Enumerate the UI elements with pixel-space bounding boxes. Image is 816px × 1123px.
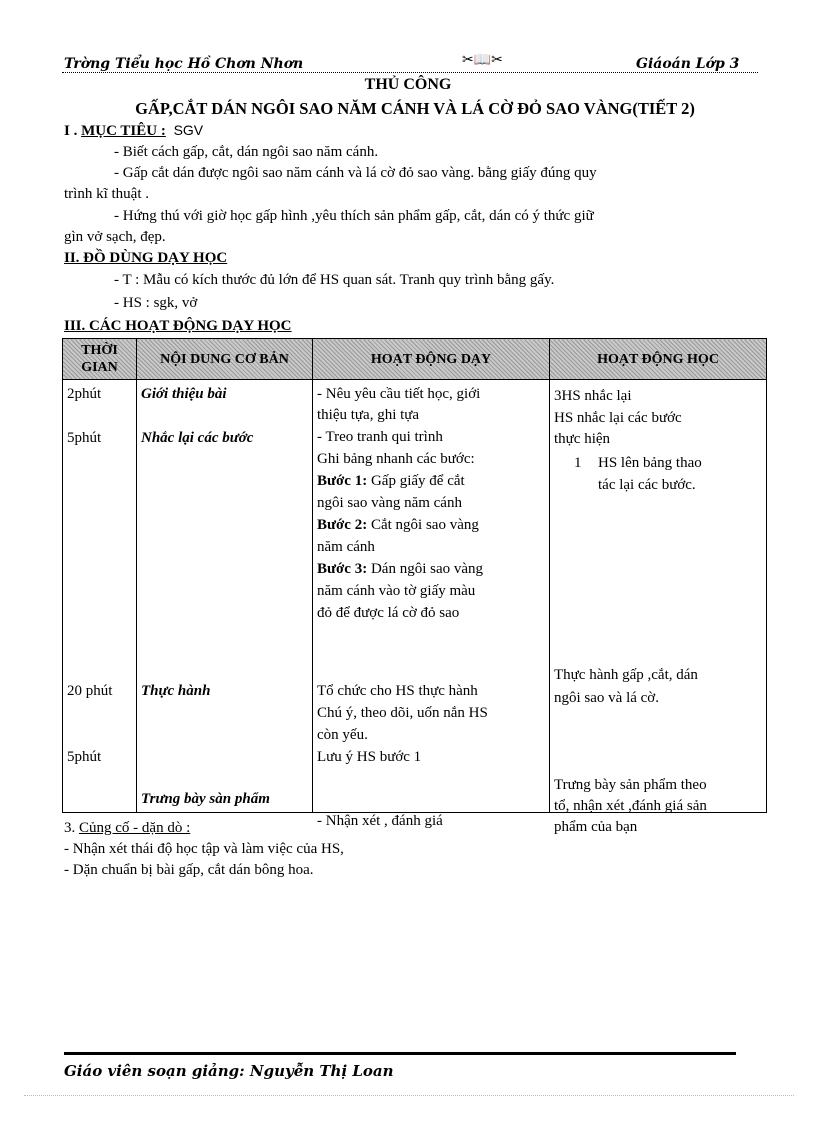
teach-line: Ghi bảng nhanh các bước: bbox=[317, 451, 475, 467]
section2-heading: II. ĐỒ DÙNG DẠY HỌC bbox=[64, 250, 228, 266]
step-3: Bước 3: Dán ngôi sao vàng bbox=[317, 561, 484, 577]
header-rule bbox=[62, 72, 758, 73]
learn-line: Trưng bày sản phẩm theo bbox=[554, 777, 707, 793]
page-bottom-rule bbox=[24, 1095, 794, 1096]
time-value: 5phút bbox=[67, 749, 102, 765]
summary-line: - Dặn chuẩn bị bài gấp, cắt dán bông hoa. bbox=[64, 862, 314, 878]
col-header-teaching: HOẠT ĐỘNG DẠY bbox=[313, 339, 550, 380]
footer-rule bbox=[64, 1052, 736, 1055]
col-header-time: THỜI GIAN bbox=[63, 339, 137, 380]
teach-line: - Nêu yêu cầu tiết học, giới bbox=[317, 386, 481, 402]
teach-line: Lưu ý HS bước 1 bbox=[317, 749, 422, 765]
objective-line: - Gấp cắt dán được ngôi sao năm cánh và lá cờ đỏ sao vàng. bằng giấy đúng quy bbox=[114, 165, 597, 181]
step-2: Bước 2: Cắt ngôi sao vàng bbox=[317, 517, 479, 533]
learn-line: thực hiện bbox=[554, 431, 611, 447]
teach-line: còn yếu. bbox=[317, 727, 368, 743]
learn-line: HS lên bảng thao bbox=[598, 455, 702, 471]
time-cell bbox=[63, 380, 136, 812]
learn-line: 3HS nhắc lại bbox=[554, 388, 632, 404]
header-right: Giáoán Lớp 3 bbox=[636, 56, 740, 72]
content-item: Trưng bày sàn phẩm bbox=[141, 791, 270, 807]
col-header-content: NỘI DUNG CƠ BẢN bbox=[137, 339, 313, 380]
lesson-title: GẤP,CẮT DÁN NGÔI SAO NĂM CÁNH VÀ LÁ CỜ ĐỎ SAO VÀNG(TIẾT 2) bbox=[135, 99, 695, 118]
time-value: 2phút bbox=[67, 386, 102, 402]
objective-line: - Hứng thú với giờ học gấp hình ,yêu thích sản phẩm gấp, cắt, dán có ý thức giữ bbox=[114, 208, 594, 224]
content-item: Thực hành bbox=[141, 683, 211, 699]
learn-line: tổ, nhận xét ,đánh giá sản bbox=[554, 798, 707, 814]
time-value: 5phút bbox=[67, 430, 102, 446]
objective-line: gìn vở sạch, đẹp. bbox=[64, 229, 166, 245]
summary-line: - Nhận xét thái độ học tập và làm việc của HS, bbox=[64, 841, 344, 857]
time-value: 20 phút bbox=[67, 683, 113, 699]
learn-line: phẩm của bạn bbox=[554, 819, 638, 835]
learn-line: Thực hành gấp ,cắt, dán bbox=[554, 667, 698, 683]
teach-line: năm cánh vào tờ giấy màu bbox=[317, 583, 476, 599]
teach-line: Chú ý, theo dõi, uốn nắn HS bbox=[317, 705, 488, 721]
learn-line: ngôi sao và lá cờ. bbox=[554, 690, 659, 706]
learn-line: HS nhắc lại các bước bbox=[554, 410, 682, 426]
col-header-learning: HOẠT ĐỘNG HỌC bbox=[550, 339, 767, 380]
teach-line: ngôi sao vàng năm cánh bbox=[317, 495, 462, 511]
subject-title: THỦ CÔNG bbox=[364, 76, 452, 93]
book-ornament-icon: ✂📖✂ bbox=[462, 53, 503, 68]
objective-line: - Biết cách gấp, cắt, dán ngôi sao năm cánh. bbox=[114, 144, 379, 160]
teach-line: - Treo tranh qui trình bbox=[317, 429, 443, 445]
teach-line: Tổ chức cho HS thực hành bbox=[317, 683, 478, 699]
materials-line: - T : Mẫu có kích thước đủ lớn để HS quan sát. Tranh quy trình bằng gấy. bbox=[114, 272, 555, 288]
section4-heading: 3. Củng cố - dặn dò : bbox=[64, 820, 191, 836]
teaching-cell bbox=[313, 380, 549, 829]
learn-line: tác lại các bước. bbox=[598, 477, 696, 493]
step-1: Bước 1: Gấp giấy để cắt bbox=[317, 473, 465, 489]
footer-teacher: Giáo viên soạn giảng: Nguyễn Thị Loan bbox=[64, 1062, 394, 1080]
teach-line: đỏ để được lá cờ đỏ sao bbox=[317, 605, 460, 621]
teach-line: năm cánh bbox=[317, 539, 375, 555]
section1-heading: I . MỤC TIÊU : SGV bbox=[64, 122, 204, 139]
header-school: Trờng Tiểu học Hồ Chơn Nhơn bbox=[64, 56, 304, 72]
materials-line: - HS : sgk, vở bbox=[114, 295, 198, 311]
learning-cell bbox=[550, 380, 766, 835]
teach-line: - Nhận xét , đánh giá bbox=[317, 813, 443, 829]
content-cell bbox=[137, 380, 312, 812]
content-item: Nhắc lại các bước bbox=[141, 430, 254, 446]
teach-line: thiệu tựa, ghi tựa bbox=[317, 407, 420, 423]
section3-heading: III. CÁC HOẠT ĐỘNG DẠY HỌC bbox=[64, 318, 292, 334]
objective-line: trình kĩ thuật . bbox=[64, 186, 149, 202]
content-item: Giới thiệu bài bbox=[141, 386, 227, 402]
list-number: 1 bbox=[574, 455, 582, 471]
